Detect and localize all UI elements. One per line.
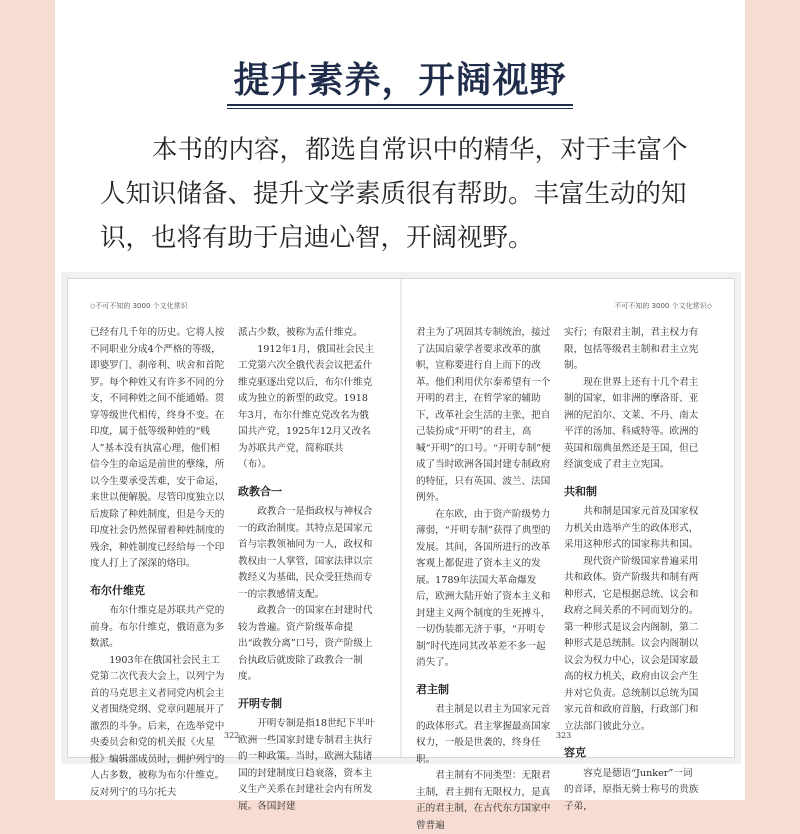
column-1 <box>90 325 228 798</box>
paragraph: 已经有几千年的历史。它将人按不同职业分成4个严格的等级，即婆罗门、刹帝利、吠舍和首陀罗。每个种姓又有许多不同的分支，不同种姓之间不能通婚。贯穿等级世代相传，终身不变。在印度，属于低等级种姓的“贱人”基本没有执富心理，他们相信今生的命运是前世的孽缘，所以今生要承受苦难，安于命运，来世以便解脱。尽管印度独立以后废除了种姓制度，但是今天的印度社会仍然保留着种姓制度的残余，种姓制度已经给每一个印度人打上了深深的烙印。 <box>90 327 225 569</box>
paragraph: 布尔什维克是苏联共产党的前身。布尔什维克，俄语意为多数派。 <box>90 605 225 649</box>
paragraph: 共和制是国家元首及国家权力机关由选举产生的政体形式，采用这种形式的国家称共和国。 <box>564 506 699 550</box>
headline-rule <box>227 104 573 106</box>
intro-text: 本书的内容，都选自常识中的精华，对于丰富个人知识储备、提升文学素质很有帮助。丰富生动的知识，也将有助于启迪心智，开阔视野。 <box>100 135 688 253</box>
running-head-right: 不可不知的 3000 个文化常识◇ <box>614 302 712 310</box>
running-head-left: ◇不可不知的 3000 个文化常识 <box>90 302 188 310</box>
book-spread <box>67 278 735 831</box>
paragraph: 君主制有不同类型：无限君主制，君主拥有无限权力，是真正的君主制，在古代东方国家中曾普遍 <box>416 770 551 831</box>
column-2 <box>238 325 376 812</box>
paragraph: 容克是德语“Junker”一词的音译，原指无骑士称号的贵族子弟， <box>564 767 699 812</box>
promo-card <box>55 0 745 831</box>
section-heading: 君主制 <box>416 682 449 696</box>
paragraph: 现在世界上还有十几个君主制的国家，如非洲的摩洛哥、亚洲的尼泊尔、文莱、不丹、南太平洋的汤加、科威特等。欧洲的英国和瑞典虽然还是王国，但已经演变成了君主立宪国。 <box>564 376 699 470</box>
paragraph: 1903年在俄国社会民主工党第二次代表大会上，以列宁为首的马克思主义者同党内机会主义者围绕党纲、党章问题展开了激烈的斗争。后来，在选举党中央委员会和党的机关报《火星报》编辑部成员时，拥护列宁的人占多数，被称为布尔什维克。反对列宁的马尔托夫 <box>90 654 225 798</box>
headline-rule-thin <box>227 108 573 109</box>
page-number-right: 323 <box>556 731 572 740</box>
paragraph: 1912年1月，俄国社会民主工党第六次全俄代表会议把孟什维克驱逐出党以后，布尔什维克成为独立的新型的政党。1918年3月，布尔什维克党改名为俄国共产党，1925年12月又改名为苏联共产党，简称联共（布）。 <box>238 343 375 470</box>
section-heading: 政教合一 <box>238 484 282 498</box>
headline: 提升素养，开阔视野 <box>233 60 567 101</box>
page-number-left: 322 <box>224 731 240 740</box>
column-3 <box>416 325 554 831</box>
paragraph: 君主为了巩固其专制统治，接过了法国启蒙学者要求改革的旗帜，宣称要进行自上而下的改革。他们利用伏尔泰希望有一个开明的君主，在哲学家的辅助下，改革社会生活的主张，把自己装扮成“开明”的君主，高喊“开明”的口号。“开明专制”便成了当时欧洲各国封建专制政府的特征，只有英国、波兰、法国例外。 <box>416 327 551 503</box>
section-heading: 容克 <box>564 746 586 759</box>
paragraph: 政教合一的国家在封建时代较为普遍。资产阶级革命提出“政教分离”口号，资产阶级上台执政后就废除了政教合一制度。 <box>238 605 373 682</box>
section-heading: 开明专制 <box>238 696 282 710</box>
paragraph: 君主制是以君主为国家元首的政体形式。君主掌握最高国家权力，一般是世袭的，终身任职。 <box>416 704 551 765</box>
paragraph: 政教合一是指政权与神权合一的政治制度。其特点是国家元首与宗教领袖同为一人，政权和教权由一人掌管，国家法律以宗教经义为基础，民众受狂热而专一的宗教感情支配。 <box>238 506 373 600</box>
paragraph: 实行；有限君主制，君主权力有限，包括等级君主制和君主立宪制。 <box>564 327 699 371</box>
paragraph: 开明专制是指18世纪下半叶欧洲一些国家封建专制君主执行的一种政策。当时，欧洲大陆诸国的封建制度日趋衰落，资本主义生产关系在封建社会内有所发展。各国封建 <box>238 718 375 812</box>
section-heading: 共和制 <box>564 484 597 498</box>
paragraph: 派占少数，被称为孟什维克。 <box>238 327 363 338</box>
paragraph: 现代资产阶级国家普遍采用共和政体。资产阶级共和制有两种形式，它是根据总统、议会和政府之间关系的不同而划分的。第一种形式是议会内阁制，第二种形式是总统制。议会内阁制以议会为权力中心，议会是国家最高的权力机关，政府由议会产生并对它负责。总统制以总统为国家元首和政府首脑，行政部门和立法部门彼此分立。 <box>564 555 699 732</box>
book-spine <box>400 279 402 757</box>
paragraph: 在东欧，由于资产阶级势力薄弱，“开明专制”获得了典型的发展。其间，各国所进行的改革客观上都促进了资本主义的发展。1789年法国大革命爆发后，欧洲大陆开始了资本主义和封建主义两个制度的生死搏斗，一切伪装都无济于事，“开明专制”时代连同其改革差不多一起消失了。 <box>416 508 551 668</box>
section-heading: 布尔什维克 <box>90 583 145 597</box>
